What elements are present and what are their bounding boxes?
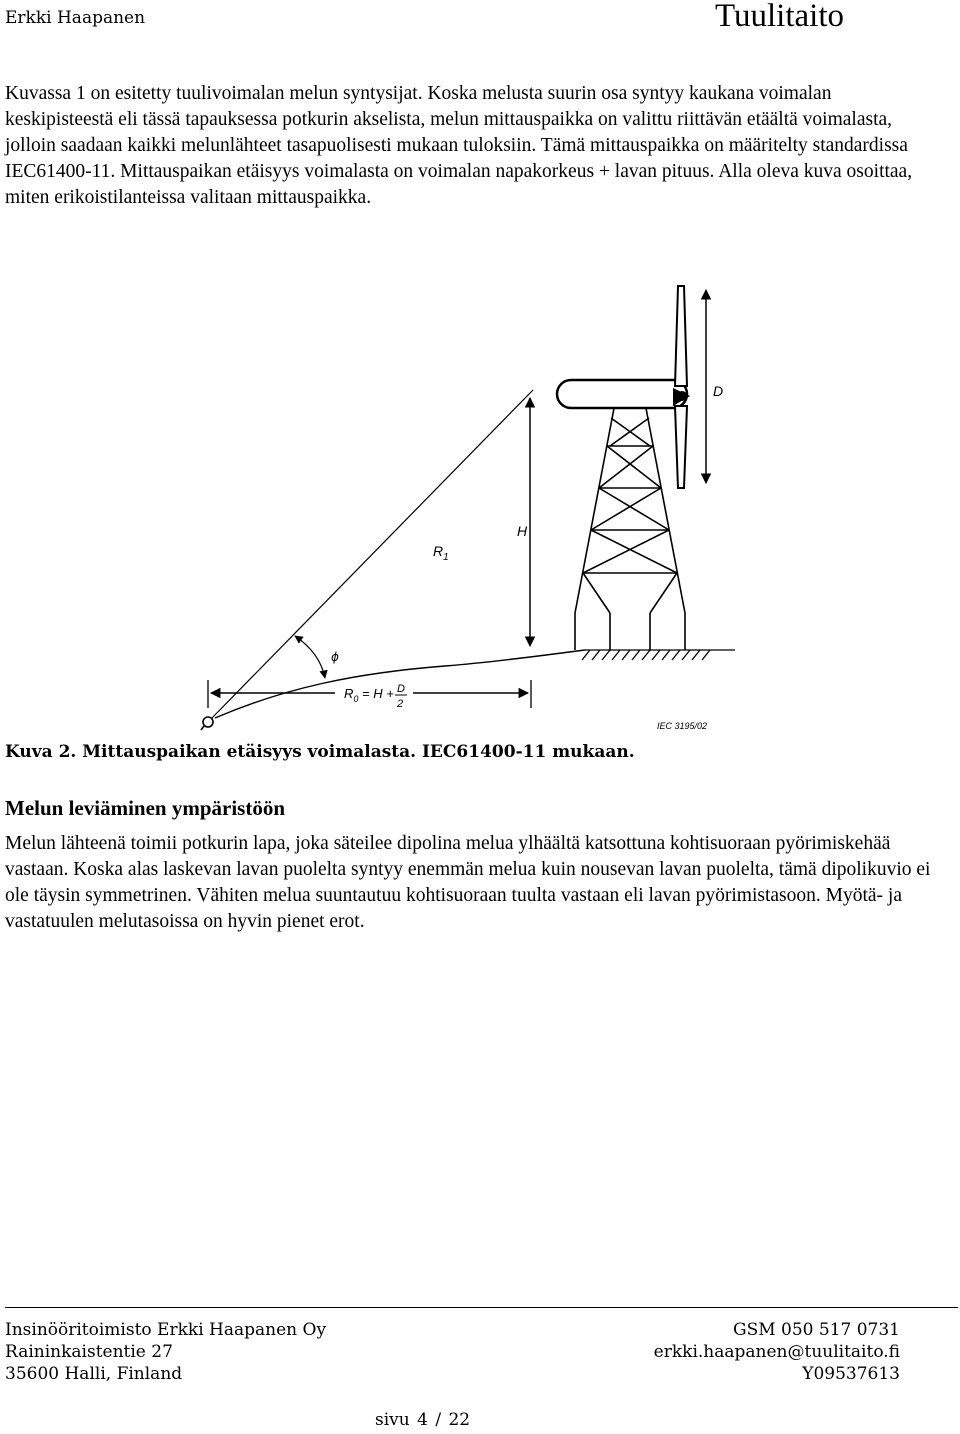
footer-phone: GSM 050 517 0731 bbox=[732, 1320, 900, 1340]
figure-source-code: IEC 3195/02 bbox=[657, 721, 708, 731]
nacelle bbox=[557, 380, 690, 408]
label-h: H bbox=[517, 523, 528, 539]
section-heading: Melun leviäminen ympäristöön bbox=[5, 796, 286, 820]
page-number: sivu 4 / 22 bbox=[375, 1410, 471, 1430]
section-body: Melun lähteenä toimii potkurin lapa, joka säteilee dipolina melua ylhäältä katsottuna kohtisuoraan pyörimiskehää vastaan. Koska alas laskevan lavan puolelta syntyy enemmän melua kuin nousevan lavan puolelta, tämä dipolikuvio ei ole täysin symmetrinen. Vähiten melua suuntautuu kohtisuoraan tuulta vastaan eli lavan pyörimistasoon. Myötä- ja vastatuulen melutasoissa on hyvin pienet erot. bbox=[5, 833, 931, 932]
microphone-icon bbox=[201, 717, 213, 730]
footer-rule bbox=[5, 1307, 958, 1308]
footer-business-id: Y09537613 bbox=[802, 1364, 900, 1384]
label-formula-numerator: D bbox=[397, 683, 405, 695]
label-r1: $R_1$ bbox=[433, 543, 449, 563]
lattice-tower bbox=[575, 403, 685, 650]
footer-email: erkki.haapanen@tuulitaito.fi bbox=[653, 1342, 900, 1362]
header-author: Erkki Haapanen bbox=[5, 8, 146, 28]
header-brand: Tuulitaito bbox=[715, 0, 844, 34]
label-phi: ϕ bbox=[331, 650, 339, 664]
ground-hatch bbox=[582, 650, 735, 660]
figure-caption: Kuva 2. Mittauspaikan etäisyys voimalasta. IEC61400-11 mukaan. bbox=[5, 742, 635, 762]
rotor-blade bbox=[675, 286, 687, 488]
footer-company: Insinööritoimisto Erkki Haapanen Oy bbox=[5, 1320, 327, 1340]
label-r0-formula: $R_0 = H$ + bbox=[344, 686, 394, 704]
footer-street: Raininkaistentie 27 bbox=[5, 1342, 173, 1362]
label-formula-denominator: 2 bbox=[397, 698, 404, 710]
intro-paragraph: Kuvassa 1 on esitetty tuulivoimalan melun syntysijat. Koska melusta suurin osa syntyy kaukana voimalan keskipisteestä eli tässä tapauksessa potkurin akselista, melun mittauspaikka on valittu riittävän etäältä voimalasta, jolloin saadaan kaikki melunlähteet tasapuolisesti mukaan tuloksiin. Tämä mittauspaikka on määritelty standardissa IEC61400-11. Mittauspaikan etäisyys voimalasta on voimalan napakorkeus + lavan pituus. Alla oleva kuva osoittaa, miten erikoistilanteissa valitaan mittauspaikka. bbox=[5, 83, 913, 208]
measurement-distance-figure bbox=[145, 268, 735, 738]
label-d: D bbox=[713, 383, 724, 399]
footer-city: 35600 Halli, Finland bbox=[5, 1364, 183, 1384]
slant-distance-line bbox=[210, 390, 533, 720]
angle-arc bbox=[295, 636, 325, 678]
